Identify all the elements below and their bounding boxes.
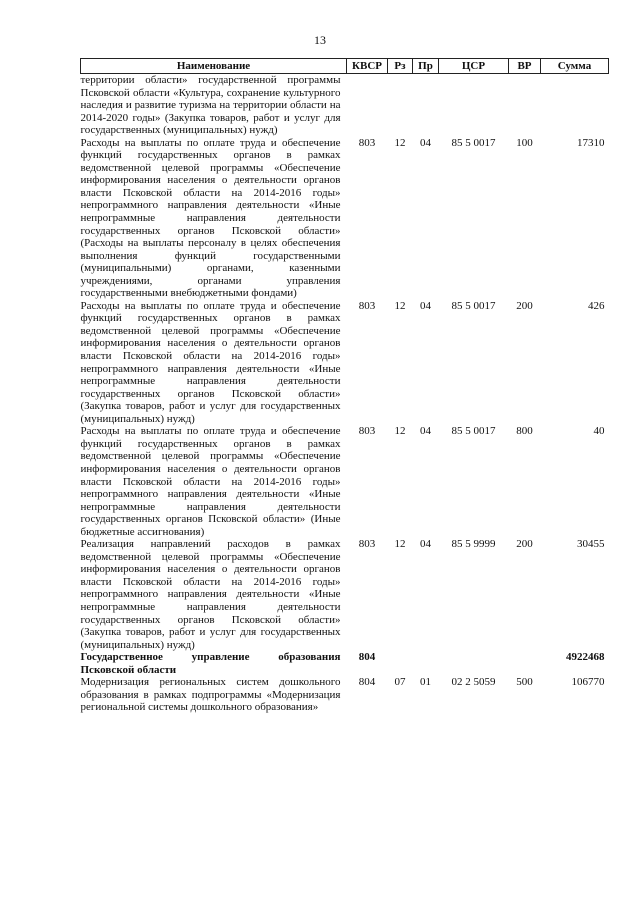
cell-csr: 85 5 9999 (451, 538, 496, 551)
cell-pr: 04 (420, 425, 431, 438)
cell-name: Государственное управление образования Псковской области (80, 651, 341, 676)
cell-kvsr: 803 (358, 299, 376, 312)
cell-csr: 85 5 0017 (451, 136, 496, 149)
cell-rz: 12 (394, 538, 406, 551)
header-name: Наименование (81, 59, 347, 74)
table-row (81, 676, 609, 714)
header-sum: Сумма (541, 59, 609, 74)
cell-sum: 106770 (571, 676, 605, 689)
cell-vr (509, 651, 541, 676)
header-rz: Рз (388, 59, 413, 74)
table-row (81, 137, 609, 300)
header-vr: ВР (509, 59, 541, 74)
table-header-row (81, 59, 609, 74)
table-row (81, 425, 609, 538)
cell-name: Реализация направлений расходов в рамках ведомственной целевой программы «Обеспечение информирования населения о деятельности органов власти Псковской области на 2014-2016 годы» непрограммного направления деятельности «Иные непрограммные направления деятельности государственных органов Псковской области» (Закупка товаров, работ и услуг для государственных (муниципальных) нужд) (80, 538, 341, 651)
cell-vr: 500 (516, 676, 533, 689)
cell-sum: 17310 (577, 136, 605, 149)
cell-pr (413, 651, 439, 676)
cell-kvsr: 803 (358, 538, 376, 551)
cell-vr (509, 74, 541, 137)
cell-name: Расходы на выплаты по оплате труда и обеспечение функций государственных органов в рамках ведомственной целевой программы «Обеспечение информирования населения о деятельности органов власти Псковской области на 2014-2016 годы» непрограммного направления деятельности «Иные непрограммные направления деятельности государственных органов Псковской области» (Расходы на выплаты персоналу в целях обеспечения выполнения функций государственными (муниципальными) органами, казенными учреждениями, органами управления государственными внебюджетными фондами) (80, 136, 341, 300)
cell-rz (388, 74, 413, 137)
header-kvsr: КВСР (347, 59, 388, 74)
cell-rz: 07 (394, 676, 406, 689)
table-row (81, 651, 609, 676)
cell-pr: 01 (420, 676, 431, 689)
cell-pr: 04 (420, 299, 431, 312)
budget-table (80, 58, 609, 714)
cell-csr (439, 651, 509, 676)
cell-rz (388, 651, 413, 676)
cell-kvsr: 803 (358, 425, 376, 438)
table-row (81, 538, 609, 651)
cell-kvsr: 804 (358, 676, 376, 689)
cell-csr: 02 2 5059 (451, 676, 496, 689)
header-csr: ЦСР (439, 59, 509, 74)
cell-csr: 85 5 0017 (451, 425, 496, 438)
cell-kvsr (347, 74, 388, 137)
cell-rz: 12 (394, 136, 406, 149)
cell-kvsr: 803 (358, 136, 376, 149)
cell-sum: 4922468 (566, 651, 605, 664)
cell-vr: 800 (516, 425, 533, 438)
cell-sum (541, 74, 609, 137)
cell-csr (439, 74, 509, 137)
cell-vr: 200 (516, 299, 533, 312)
cell-sum: 40 (593, 425, 605, 438)
cell-vr: 200 (516, 538, 533, 551)
cell-name: Расходы на выплаты по оплате труда и обеспечение функций государственных органов в рамках ведомственной целевой программы «Обеспечение информирования населения о деятельности органов власти Псковской области на 2014-2016 годы» непрограммного направления деятельности «Иные непрограммные направления деятельности государственных органов Псковской области» (Иные бюджетные ассигнования) (80, 425, 341, 538)
cell-name: Модернизация региональных систем дошкольного образования в рамках подпрограммы «Модернизация региональной системы дошкольного образования» (80, 676, 341, 714)
cell-name: Расходы на выплаты по оплате труда и обеспечение функций государственных органов в рамках ведомственной целевой программы «Обеспечение информирования населения о деятельности органов власти Псковской области на 2014-2016 годы» непрограммного направления деятельности «Иные непрограммные направления деятельности государственных органов Псковской области» (Закупка товаров, работ и услуг для государственных (муниципальных) нужд) (80, 299, 341, 425)
cell-name: территории области» государственной программы Псковской области «Культура, сохранение культурного наследия и развитие туризма на территории области на 2014-2020 годы» (Закупка товаров, работ и услуг для государственных (муниципальных) нужд) (80, 74, 341, 137)
cell-pr (413, 74, 439, 137)
cell-rz: 12 (394, 425, 406, 438)
cell-csr: 85 5 0017 (451, 299, 496, 312)
cell-rz: 12 (394, 299, 406, 312)
table-row (81, 74, 609, 137)
cell-pr: 04 (420, 136, 431, 149)
cell-sum: 426 (588, 299, 605, 312)
page-number: 13 (314, 33, 326, 47)
cell-kvsr: 804 (358, 651, 376, 664)
cell-vr: 100 (516, 136, 533, 149)
cell-sum: 30455 (577, 538, 605, 551)
cell-pr: 04 (420, 538, 431, 551)
table-row (81, 300, 609, 425)
header-pr: Пр (413, 59, 439, 74)
table-body (81, 74, 609, 714)
